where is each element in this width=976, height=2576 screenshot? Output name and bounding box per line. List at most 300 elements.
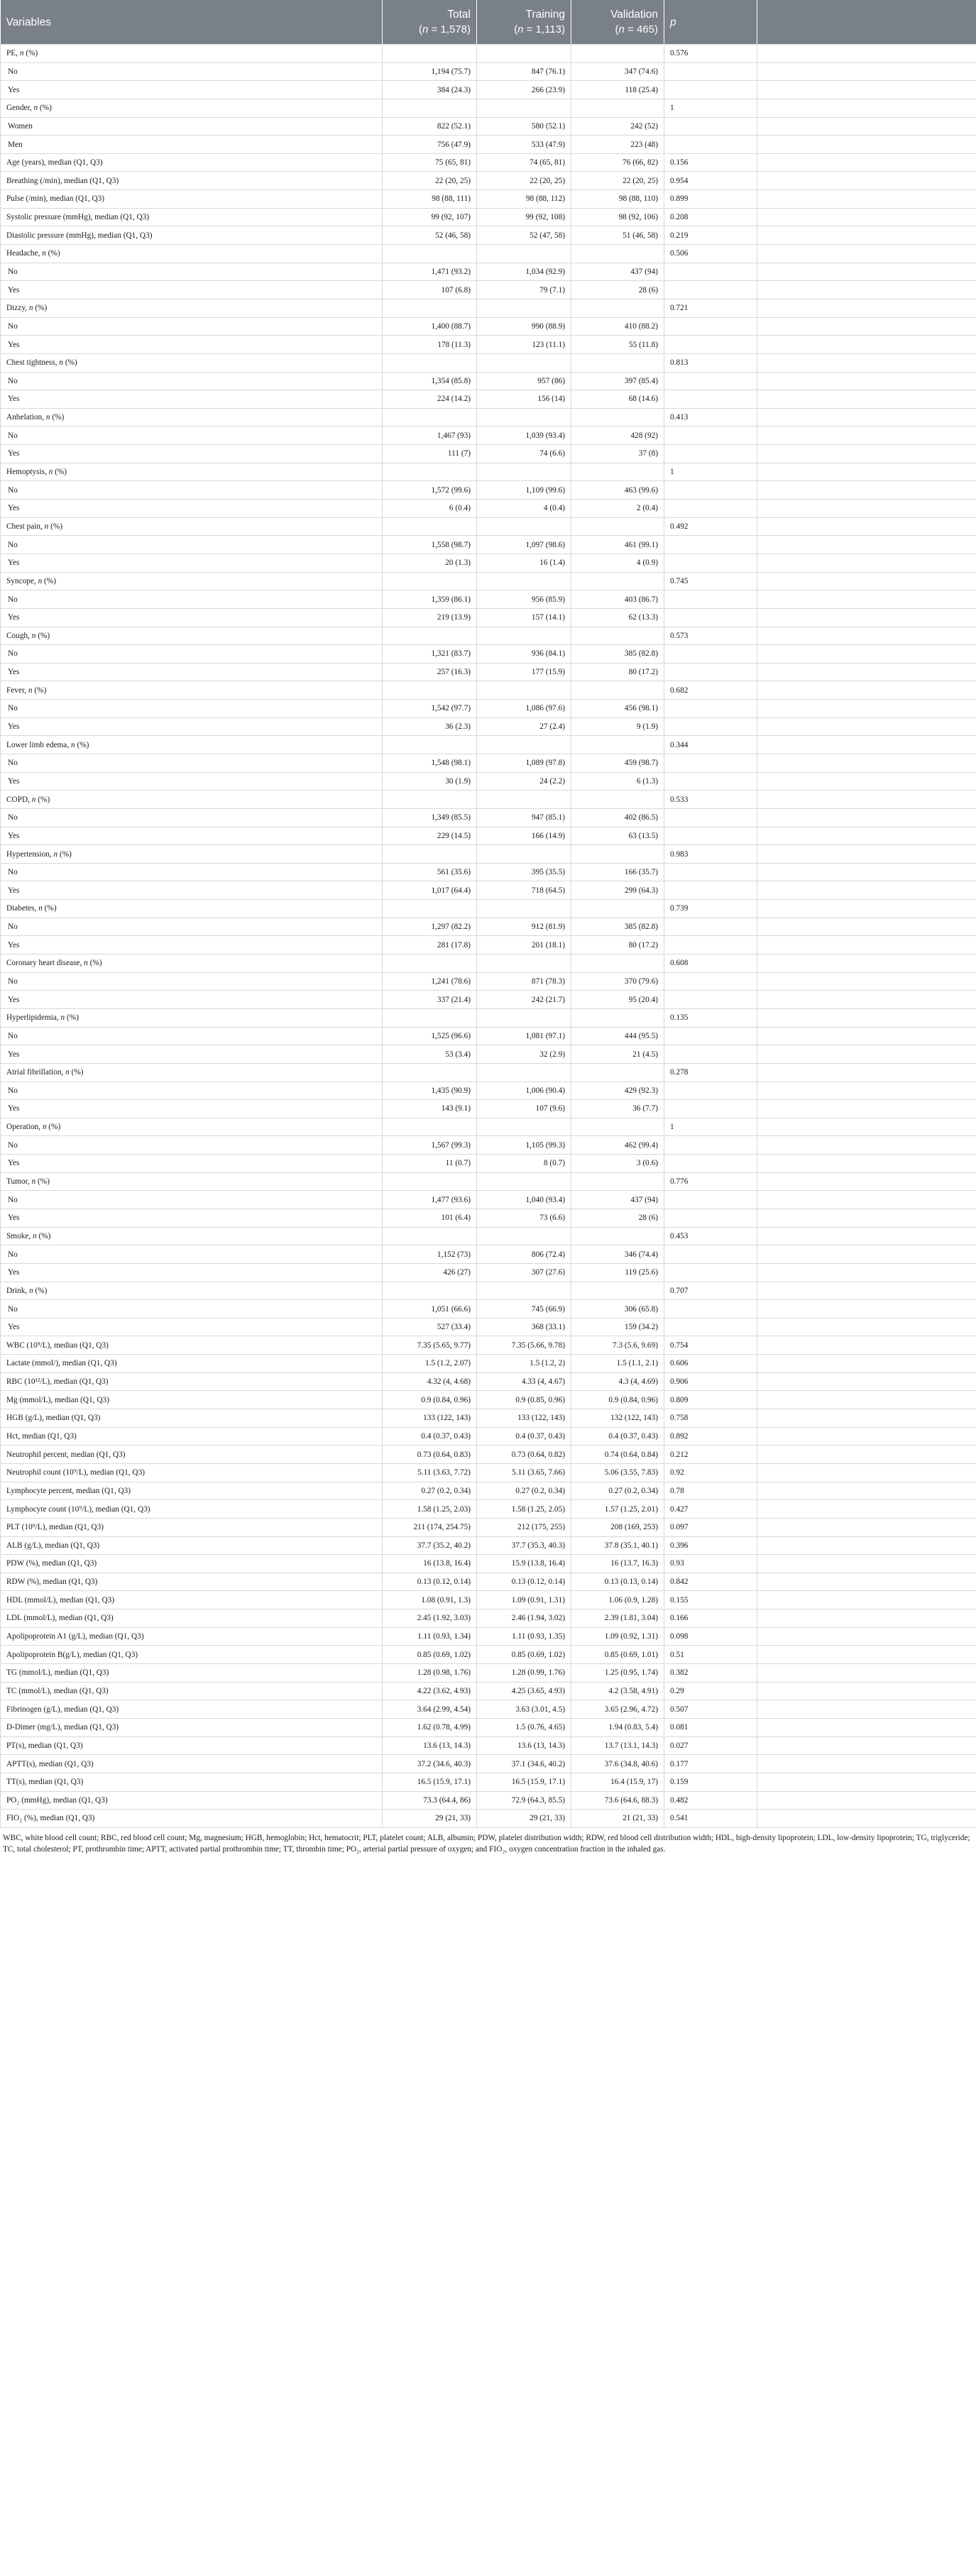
table-row (1, 1300, 976, 1319)
table-row (1, 700, 976, 718)
spacer-cell (757, 1263, 976, 1282)
table-row (1, 1755, 976, 1773)
p-value-cell: 0.278 (664, 1063, 757, 1081)
header-total-label: Total (447, 9, 471, 21)
validation-cell: 1.94 (0.83, 5.4) (571, 1718, 664, 1736)
validation-cell: 98 (88, 110) (571, 190, 664, 209)
validation-cell: 36 (7.7) (571, 1100, 664, 1118)
spacer-cell (757, 208, 976, 226)
spacer-cell (757, 45, 976, 63)
header-training-n: (n = 1,113) (514, 23, 565, 35)
variable-cell: Smoke, n (%) (1, 1227, 383, 1245)
total-cell: 257 (16.3) (383, 663, 477, 681)
spacer-cell (757, 1463, 976, 1482)
p-value-cell (664, 754, 757, 772)
validation-cell: 98 (92, 106) (571, 208, 664, 226)
training-cell: 1,105 (99.3) (477, 1136, 571, 1155)
spacer-cell (757, 1427, 976, 1446)
p-value-cell: 0.29 (664, 1682, 757, 1700)
spacer-cell (757, 390, 976, 409)
spacer-cell (757, 299, 976, 317)
p-value-cell (664, 1245, 757, 1264)
spacer-cell (757, 1591, 976, 1609)
spacer-cell (757, 1791, 976, 1810)
total-cell: 5.11 (3.63, 7.72) (383, 1463, 477, 1482)
spacer-cell (757, 1573, 976, 1591)
variable-cell: Atrial fibrillation, n (%) (1, 1063, 383, 1081)
table-header (1, 0, 976, 45)
spacer-cell (757, 336, 976, 354)
validation-cell: 95 (20.4) (571, 991, 664, 1009)
training-cell: 29 (21, 33) (477, 1810, 571, 1828)
table-row (1, 827, 976, 845)
spacer-cell (757, 245, 976, 263)
total-cell (383, 463, 477, 481)
spacer-cell (757, 918, 976, 936)
total-cell: 52 (46, 58) (383, 226, 477, 245)
total-cell: 756 (47.9) (383, 136, 477, 154)
p-value-cell: 0.93 (664, 1555, 757, 1573)
validation-cell: 0.85 (0.69, 1.01) (571, 1646, 664, 1664)
training-cell: 13.6 (13, 14.3) (477, 1736, 571, 1755)
validation-cell (571, 572, 664, 590)
p-value-cell (664, 918, 757, 936)
variable-cell: Lymphocyte count (10⁹/L), median (Q1, Q3) (1, 1500, 383, 1519)
table-row (1, 863, 976, 881)
spacer-cell (757, 608, 976, 627)
variable-cell: Yes (1, 81, 383, 99)
validation-cell: 3 (0.6) (571, 1155, 664, 1173)
table-row (1, 299, 976, 317)
variable-cell: Yes (1, 772, 383, 791)
spacer-cell (757, 99, 976, 117)
spacer-cell (757, 1518, 976, 1536)
total-cell: 13.6 (13, 14.3) (383, 1736, 477, 1755)
validation-cell: 37.8 (35.1, 40.1) (571, 1536, 664, 1555)
p-value-cell: 0.899 (664, 190, 757, 209)
p-value-cell (664, 336, 757, 354)
p-value-cell: 0.842 (664, 1573, 757, 1591)
spacer-cell (757, 172, 976, 190)
table-row (1, 136, 976, 154)
spacer-cell (757, 353, 976, 372)
table-row (1, 1791, 976, 1810)
variable-cell: No (1, 645, 383, 664)
spacer-cell (757, 627, 976, 645)
p-value-cell: 0.482 (664, 1791, 757, 1810)
spacer-cell (757, 1536, 976, 1555)
table-row (1, 1118, 976, 1136)
table-row (1, 517, 976, 536)
total-cell (383, 517, 477, 536)
table-row (1, 772, 976, 791)
training-cell: 1,081 (97.1) (477, 1027, 571, 1045)
p-value-cell: 0.983 (664, 845, 757, 864)
training-cell: 533 (47.9) (477, 136, 571, 154)
total-cell (383, 845, 477, 864)
p-value-cell: 0.606 (664, 1355, 757, 1373)
spacer-cell (757, 117, 976, 136)
variable-cell: Mg (mmol/L), median (Q1, Q3) (1, 1391, 383, 1409)
total-cell: 53 (3.4) (383, 1045, 477, 1064)
validation-cell: 347 (74.6) (571, 62, 664, 81)
validation-cell (571, 681, 664, 700)
spacer-cell (757, 1773, 976, 1791)
validation-cell: 437 (94) (571, 1191, 664, 1209)
total-cell: 211 (174, 254.75) (383, 1518, 477, 1536)
p-value-cell (664, 390, 757, 409)
spacer-cell (757, 1081, 976, 1100)
table-row (1, 1682, 976, 1700)
total-cell (383, 572, 477, 590)
variable-cell: Chest tightness, n (%) (1, 353, 383, 372)
p-value-cell: 0.097 (664, 1518, 757, 1536)
table-row (1, 408, 976, 426)
table-row (1, 1063, 976, 1081)
training-cell: 99 (92, 108) (477, 208, 571, 226)
variable-cell: RBC (10¹²/L), median (Q1, Q3) (1, 1372, 383, 1391)
validation-cell: 397 (85.4) (571, 372, 664, 390)
validation-cell: 28 (6) (571, 1209, 664, 1228)
training-cell: 0.9 (0.85, 0.96) (477, 1391, 571, 1409)
total-cell: 1,558 (98.7) (383, 536, 477, 554)
p-value-cell (664, 881, 757, 900)
spacer-cell (757, 972, 976, 991)
variable-cell: No (1, 1245, 383, 1264)
p-value-cell: 1 (664, 99, 757, 117)
total-cell: 527 (33.4) (383, 1318, 477, 1336)
p-value-cell (664, 991, 757, 1009)
validation-cell: 9 (1.9) (571, 717, 664, 736)
training-cell (477, 1172, 571, 1191)
table-row (1, 463, 976, 481)
total-cell: 30 (1.9) (383, 772, 477, 791)
p-value-cell (664, 281, 757, 299)
training-cell (477, 517, 571, 536)
validation-cell (571, 45, 664, 63)
total-cell: 0.9 (0.84, 0.96) (383, 1391, 477, 1409)
training-cell: 936 (84.1) (477, 645, 571, 664)
spacer-cell (757, 81, 976, 99)
p-value-cell (664, 481, 757, 500)
validation-cell (571, 1227, 664, 1245)
spacer-cell (757, 1245, 976, 1264)
variable-cell: No (1, 263, 383, 281)
spacer-cell (757, 736, 976, 754)
validation-cell: 1.5 (1.1, 2.1) (571, 1355, 664, 1373)
validation-cell: 63 (13.5) (571, 827, 664, 845)
variable-cell: Neutrophil count (10⁹/L), median (Q1, Q3) (1, 1463, 383, 1482)
variable-cell: Syncope, n (%) (1, 572, 383, 590)
p-value-cell: 0.344 (664, 736, 757, 754)
training-cell: 212 (175, 255) (477, 1518, 571, 1536)
training-cell: 16.5 (15.9, 17.1) (477, 1773, 571, 1791)
training-cell (477, 791, 571, 809)
p-value-cell (664, 1045, 757, 1064)
validation-cell: 2 (0.4) (571, 500, 664, 518)
total-cell: 1,297 (82.2) (383, 918, 477, 936)
spacer-cell (757, 1609, 976, 1628)
spacer-cell (757, 754, 976, 772)
spacer-cell (757, 554, 976, 572)
training-cell: 156 (14) (477, 390, 571, 409)
p-value-cell (664, 936, 757, 954)
validation-cell: 21 (21, 33) (571, 1810, 664, 1828)
table-row (1, 336, 976, 354)
training-cell: 74 (6.6) (477, 445, 571, 463)
table-row (1, 153, 976, 172)
variable-cell: Hypertension, n (%) (1, 845, 383, 864)
spacer-cell (757, 717, 976, 736)
variable-cell: Yes (1, 717, 383, 736)
p-value-cell: 0.758 (664, 1409, 757, 1428)
training-cell: 990 (88.9) (477, 317, 571, 336)
training-cell: 166 (14.9) (477, 827, 571, 845)
training-cell (477, 845, 571, 864)
training-cell (477, 572, 571, 590)
variable-cell: Yes (1, 1045, 383, 1064)
validation-cell: 37.6 (34.8, 40.6) (571, 1755, 664, 1773)
training-cell: 1.28 (0.99, 1.76) (477, 1664, 571, 1683)
validation-cell: 132 (122, 143) (571, 1409, 664, 1428)
validation-cell: 1.57 (1.25, 2.01) (571, 1500, 664, 1519)
spacer-cell (757, 1118, 976, 1136)
variable-cell: PO₂ (mmHg), median (Q1, Q3) (1, 1791, 383, 1810)
total-cell: 11 (0.7) (383, 1155, 477, 1173)
p-value-cell: 0.576 (664, 45, 757, 63)
p-value-cell: 0.177 (664, 1755, 757, 1773)
variable-cell: Apolipoprotein A1 (g/L), median (Q1, Q3) (1, 1627, 383, 1646)
total-cell: 822 (52.1) (383, 117, 477, 136)
variable-cell: Yes (1, 1100, 383, 1118)
total-cell: 1,477 (93.6) (383, 1191, 477, 1209)
total-cell (383, 791, 477, 809)
variable-cell: Lactate (mmol/), median (Q1, Q3) (1, 1355, 383, 1373)
variable-cell: No (1, 700, 383, 718)
table-row (1, 554, 976, 572)
spacer-cell (757, 1682, 976, 1700)
training-cell: 912 (81.9) (477, 918, 571, 936)
variable-cell: No (1, 1300, 383, 1319)
spacer-cell (757, 463, 976, 481)
training-cell: 52 (47, 58) (477, 226, 571, 245)
total-cell: 1,321 (83.7) (383, 645, 477, 664)
p-value-cell: 0.155 (664, 1591, 757, 1609)
variable-cell: PDW (%), median (Q1, Q3) (1, 1555, 383, 1573)
p-value-cell (664, 1318, 757, 1336)
total-cell: 384 (24.3) (383, 81, 477, 99)
spacer-cell (757, 1227, 976, 1245)
table-row (1, 317, 976, 336)
p-value-cell: 0.745 (664, 572, 757, 590)
p-value-cell: 0.813 (664, 353, 757, 372)
total-cell: 1.62 (0.78, 4.99) (383, 1718, 477, 1736)
validation-cell: 6 (1.3) (571, 772, 664, 791)
validation-cell: 456 (98.1) (571, 700, 664, 718)
validation-cell (571, 517, 664, 536)
total-cell (383, 954, 477, 973)
table-row (1, 1773, 976, 1791)
training-cell: 177 (15.9) (477, 663, 571, 681)
spacer-cell (757, 1045, 976, 1064)
variable-cell: LDL (mmol/L), median (Q1, Q3) (1, 1609, 383, 1628)
validation-cell: 62 (13.3) (571, 608, 664, 627)
total-cell: 1.28 (0.98, 1.76) (383, 1664, 477, 1683)
table-row (1, 791, 976, 809)
table-row (1, 62, 976, 81)
variable-cell: No (1, 1136, 383, 1155)
variable-cell: Apolipoprotein B(g/L), median (Q1, Q3) (1, 1646, 383, 1664)
variable-cell: Yes (1, 554, 383, 572)
training-cell (477, 1118, 571, 1136)
validation-cell: 437 (94) (571, 263, 664, 281)
p-value-cell: 0.573 (664, 627, 757, 645)
spacer-cell (757, 681, 976, 700)
p-value-cell (664, 608, 757, 627)
p-value-cell: 0.608 (664, 954, 757, 973)
header-spacer (757, 0, 976, 45)
spacer-cell (757, 1700, 976, 1719)
total-cell: 426 (27) (383, 1263, 477, 1282)
table-row (1, 99, 976, 117)
training-cell: 1.5 (1.2, 2) (477, 1355, 571, 1373)
spacer-cell (757, 827, 976, 845)
p-value-cell (664, 81, 757, 99)
spacer-cell (757, 991, 976, 1009)
validation-cell: 7.3 (5.6, 9.69) (571, 1336, 664, 1355)
validation-cell: 0.13 (0.13, 0.14) (571, 1573, 664, 1591)
total-cell (383, 1172, 477, 1191)
validation-cell: 459 (98.7) (571, 754, 664, 772)
validation-cell: 428 (92) (571, 426, 664, 445)
p-value-cell: 0.754 (664, 1336, 757, 1355)
total-cell: 178 (11.3) (383, 336, 477, 354)
validation-cell (571, 463, 664, 481)
variable-cell: Fibrinogen (g/L), median (Q1, Q3) (1, 1700, 383, 1719)
p-value-cell (664, 500, 757, 518)
variable-cell: Pulse (/min), median (Q1, Q3) (1, 190, 383, 209)
training-cell: 1.58 (1.25, 2.05) (477, 1500, 571, 1519)
p-value-cell: 0.382 (664, 1664, 757, 1683)
table-row (1, 1245, 976, 1264)
variable-cell: PE, n (%) (1, 45, 383, 63)
training-cell: 7.35 (5.66, 9.78) (477, 1336, 571, 1355)
table-row (1, 117, 976, 136)
validation-cell: 299 (64.3) (571, 881, 664, 900)
training-cell: 847 (76.1) (477, 62, 571, 81)
variable-cell: Age (years), median (Q1, Q3) (1, 153, 383, 172)
variable-cell: No (1, 972, 383, 991)
p-value-cell (664, 590, 757, 609)
validation-cell: 118 (25.4) (571, 81, 664, 99)
spacer-cell (757, 1810, 976, 1828)
table-row (1, 1482, 976, 1500)
validation-cell: 3.65 (2.96, 4.72) (571, 1700, 664, 1719)
validation-cell (571, 245, 664, 263)
training-cell: 2.46 (1.94, 3.02) (477, 1609, 571, 1628)
variable-cell: No (1, 1081, 383, 1100)
variable-cell: Gender, n (%) (1, 99, 383, 117)
p-value-cell: 0.721 (664, 299, 757, 317)
total-cell: 1,542 (97.7) (383, 700, 477, 718)
training-cell: 22 (20, 25) (477, 172, 571, 190)
spacer-cell (757, 136, 976, 154)
spacer-cell (757, 1627, 976, 1646)
training-cell: 4.33 (4, 4.67) (477, 1372, 571, 1391)
p-value-cell (664, 426, 757, 445)
training-cell: 37.7 (35.3, 40.3) (477, 1536, 571, 1555)
training-cell: 32 (2.9) (477, 1045, 571, 1064)
total-cell: 281 (17.8) (383, 936, 477, 954)
p-value-cell (664, 972, 757, 991)
training-cell: 1,040 (93.4) (477, 1191, 571, 1209)
training-cell: 98 (88, 112) (477, 190, 571, 209)
validation-cell (571, 954, 664, 973)
table-row (1, 1427, 976, 1446)
spacer-cell (757, 226, 976, 245)
training-cell: 1,109 (99.6) (477, 481, 571, 500)
training-cell: 307 (27.6) (477, 1263, 571, 1282)
table-row (1, 481, 976, 500)
training-cell: 956 (85.9) (477, 590, 571, 609)
spacer-cell (757, 1555, 976, 1573)
spacer-cell (757, 517, 976, 536)
total-cell: 1.11 (0.93, 1.34) (383, 1627, 477, 1646)
p-value-cell: 0.739 (664, 900, 757, 918)
spacer-cell (757, 1063, 976, 1081)
total-cell: 16 (13.8, 16.4) (383, 1555, 477, 1573)
variable-cell: Yes (1, 500, 383, 518)
total-cell: 1,471 (93.2) (383, 263, 477, 281)
variable-cell: No (1, 808, 383, 827)
table-row (1, 1172, 976, 1191)
variable-cell: Cough, n (%) (1, 627, 383, 645)
variable-cell: Tumor, n (%) (1, 1172, 383, 1191)
variable-cell: TT(s), median (Q1, Q3) (1, 1773, 383, 1791)
variable-cell: Coronary heart disease, n (%) (1, 954, 383, 973)
validation-cell: 80 (17.2) (571, 663, 664, 681)
table-row (1, 572, 976, 590)
validation-cell (571, 353, 664, 372)
table-row (1, 808, 976, 827)
training-cell: 73 (6.6) (477, 1209, 571, 1228)
validation-cell: 461 (99.1) (571, 536, 664, 554)
validation-cell: 22 (20, 25) (571, 172, 664, 190)
p-value-cell (664, 808, 757, 827)
total-cell (383, 245, 477, 263)
total-cell: 1,017 (64.4) (383, 881, 477, 900)
training-cell: 3.63 (3.01, 4.5) (477, 1700, 571, 1719)
spacer-cell (757, 1372, 976, 1391)
p-value-cell: 0.776 (664, 1172, 757, 1191)
validation-cell: 2.39 (1.81, 3.04) (571, 1609, 664, 1628)
variable-cell: No (1, 62, 383, 81)
table-row (1, 1609, 976, 1628)
p-value-cell (664, 1155, 757, 1173)
total-cell: 1,467 (93) (383, 426, 477, 445)
total-cell: 337 (21.4) (383, 991, 477, 1009)
variable-cell: Women (1, 117, 383, 136)
header-validation-n: (n = 465) (615, 23, 658, 35)
total-cell: 1,548 (98.1) (383, 754, 477, 772)
training-cell: 0.73 (0.64, 0.82) (477, 1446, 571, 1464)
validation-cell: 16 (13.7, 16.3) (571, 1555, 664, 1573)
training-cell (477, 245, 571, 263)
spacer-cell (757, 62, 976, 81)
training-cell: 1,089 (97.8) (477, 754, 571, 772)
spacer-cell (757, 426, 976, 445)
header-p-value: p (664, 0, 757, 45)
